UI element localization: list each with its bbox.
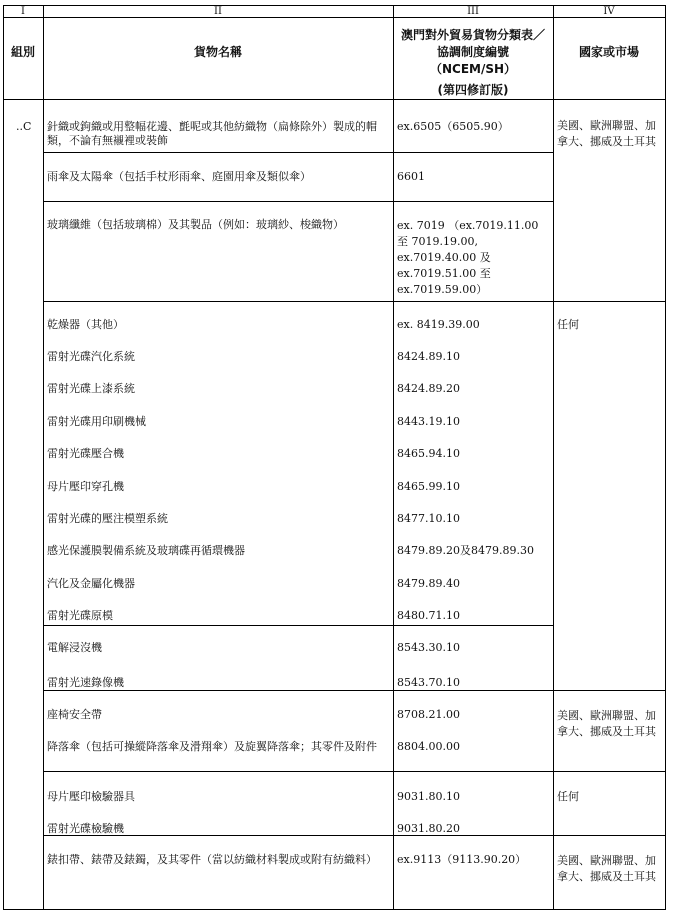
goods-name: 雨傘及太陽傘（包括手杖形雨傘、庭園用傘及類似傘） [47, 170, 311, 183]
ncem-code: 8424.89.20 [397, 382, 460, 395]
col-numeral-1: I [21, 6, 25, 17]
header-code-line2: 協調制度編號 [436, 45, 509, 59]
header-country: 國家或市場 [578, 45, 639, 59]
col-numeral-3: III [467, 6, 479, 17]
row-rule [43, 625, 554, 626]
goods-name: 母片壓印檢驗器具 [47, 790, 135, 803]
ncem-code: 8465.99.10 [397, 480, 460, 493]
goods-name: 電解浸沒機 [47, 641, 102, 654]
ncem-code: 6601 [397, 170, 425, 183]
ncem-code: 8479.89.20及8479.89.30 [397, 544, 534, 557]
group-label: ..C [16, 120, 32, 133]
goods-name: 降落傘（包括可操縱降落傘及滑翔傘）及旋翼降落傘；其零件及附件 [47, 740, 377, 753]
goods-name: 雷射光碟檢驗機 [47, 822, 124, 835]
border-left [3, 5, 4, 910]
ncem-code: 8543.30.10 [397, 641, 460, 654]
header-group: 組別 [10, 45, 35, 59]
ncem-code: ex.9113（9113.90.20） [397, 853, 527, 866]
country-cell: 美國、歐洲聯盟、加拿大、挪威及土耳其 [557, 854, 656, 883]
ncem-code: 8708.21.00 [397, 708, 460, 721]
header-code-line4: (第四修訂版) [437, 83, 509, 97]
ncem-code: 8465.94.10 [397, 447, 460, 460]
goods-name: 母片壓印穿孔機 [47, 480, 124, 493]
ncem-code: 8480.71.10 [397, 609, 460, 622]
ncem-code: 8477.10.10 [397, 512, 460, 525]
header-bottom-rule [3, 99, 666, 100]
header-goods: 貨物名稱 [193, 45, 242, 59]
goods-name: 雷射光碟用印刷機械 [47, 415, 146, 428]
row-rule [43, 771, 666, 772]
ncem-code: ex. 8419.39.00 [397, 318, 480, 331]
country-cell: 美國、歐洲聯盟、加拿大、挪威及土耳其 [557, 119, 656, 148]
row-rule [43, 152, 554, 153]
goods-name: 錶扣帶、錶帶及錶鐲，及其零件（當以紡織材料製成或附有紡織料） [47, 853, 377, 866]
ncem-code: 8543.70.10 [397, 676, 460, 689]
country-cell: 美國、歐洲聯盟、加拿大、挪威及土耳其 [557, 709, 656, 738]
row-rule [43, 301, 666, 302]
goods-name: 汽化及金屬化機器 [47, 577, 135, 590]
goods-name: 雷射光碟汽化系統 [47, 350, 135, 363]
goods-name: 玻璃纖維（包括玻璃棉）及其製品（例如：玻璃紗、梭織物） [47, 218, 344, 231]
row-rule [43, 201, 554, 202]
col-divider-2 [393, 5, 394, 910]
col-numeral-2: II [214, 6, 222, 17]
ncem-code: 9031.80.20 [397, 822, 460, 835]
row-rule [43, 690, 666, 691]
goods-name: 雷射光碟的壓注模塑系統 [47, 512, 168, 525]
row-rule [43, 835, 666, 836]
col-numeral-4: IV [603, 6, 615, 17]
goods-name: 雷射光速錄像機 [47, 676, 124, 689]
country-cell: 任何 [557, 790, 579, 803]
border-right [665, 5, 666, 910]
col-divider-1 [43, 5, 44, 910]
goods-name: 針織或鉤織或用整幅花邊、氈呢或其他紡織物（扁條除外）製成的帽類，不論有無襯裡或裝飾 [47, 120, 377, 147]
ncem-code: 8804.00.00 [397, 740, 460, 753]
goods-name: 感光保護膜製備系統及玻璃碟再循環機器 [47, 544, 245, 557]
col-divider-3 [553, 5, 554, 910]
goods-name: 雷射光碟上漆系統 [47, 382, 135, 395]
header-code-line3: （NCEM/SH） [429, 62, 517, 76]
ncem-code: 8479.89.40 [397, 577, 460, 590]
goods-name: 雷射光碟原模 [47, 609, 113, 622]
goods-name: 雷射光碟壓合機 [47, 447, 124, 460]
ncem-code: ex.6505（6505.90） [397, 120, 509, 133]
header-code-line1: 澳門對外貿易貨物分類表／ [400, 28, 545, 42]
ncem-code: 8443.19.10 [397, 415, 460, 428]
ncem-code: ex. 7019 （ex.7019.11.00 至 7019.19.00, ex.7019.40.00 及 ex.7019.51.00 至 ex.7019.59.00） [397, 219, 539, 296]
border-bottom [3, 909, 666, 910]
ncem-code: 8424.89.10 [397, 350, 460, 363]
goods-name: 座椅安全帶 [47, 708, 102, 721]
country-cell: 任何 [557, 318, 579, 331]
ncem-code: 9031.80.10 [397, 790, 460, 803]
goods-name: 乾燥器（其他） [47, 318, 124, 331]
